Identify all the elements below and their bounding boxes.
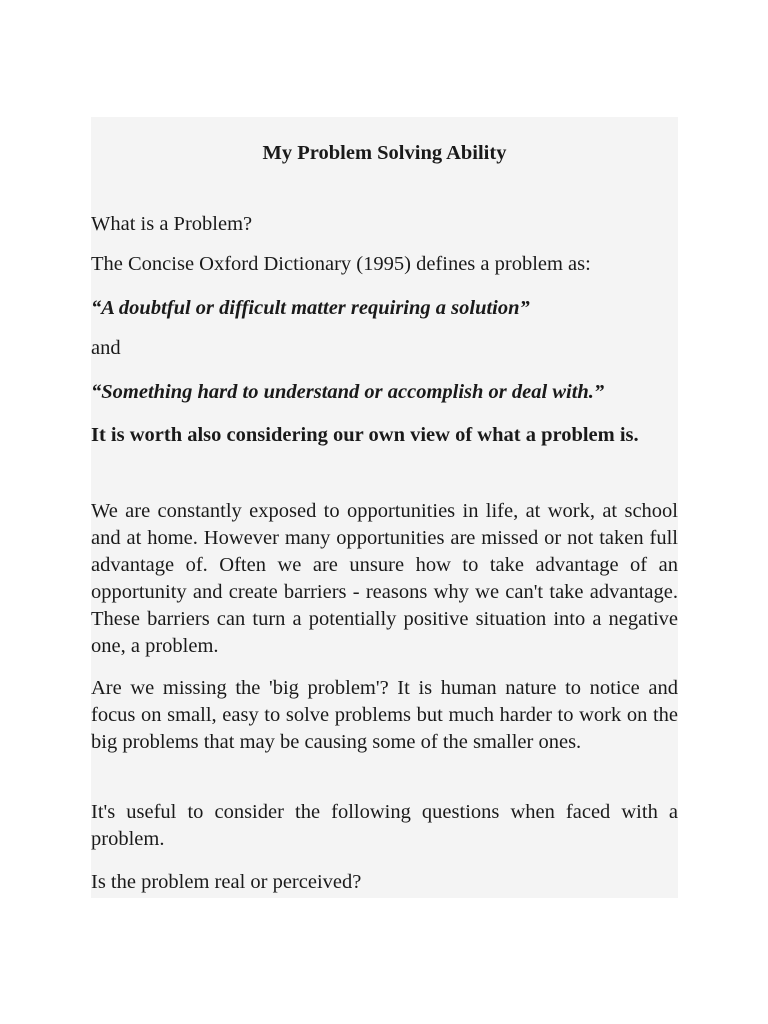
question-real-or-perceived: Is the problem real or perceived? bbox=[91, 871, 362, 893]
paragraph-questions-intro: It's useful to consider the following questions when faced with a problem. bbox=[91, 801, 678, 850]
document-title: My Problem Solving Ability bbox=[262, 142, 507, 164]
heading-question: What is a Problem? bbox=[91, 213, 253, 235]
paragraph-opportunities: We are constantly exposed to opportunities in life, at work, at school and at home. However many opportunities are missed or not taken full advantage of. Often we are unsure how to take advantage of an opportunity and create barriers - reasons why we can't take advantage. These barriers can turn a potentially positive situation into a negative one, a problem. bbox=[91, 500, 678, 657]
paragraph-big-problem: Are we missing the 'big problem'? It is human nature to notice and focus on small, easy to solve problems but much harder to work on the big problems that may be causing some of the smaller ones. bbox=[91, 677, 678, 753]
definition-quote-2: “Something hard to understand or accomplish or deal with.” bbox=[91, 381, 605, 403]
intro-sentence: The Concise Oxford Dictionary (1995) defines a problem as: bbox=[91, 253, 591, 275]
bold-statement: It is worth also considering our own view of what a problem is. bbox=[91, 424, 639, 446]
definition-quote-1: “A doubtful or difficult matter requiring a solution” bbox=[91, 297, 530, 319]
connector-text: and bbox=[91, 337, 121, 359]
document-text-block bbox=[91, 117, 678, 898]
